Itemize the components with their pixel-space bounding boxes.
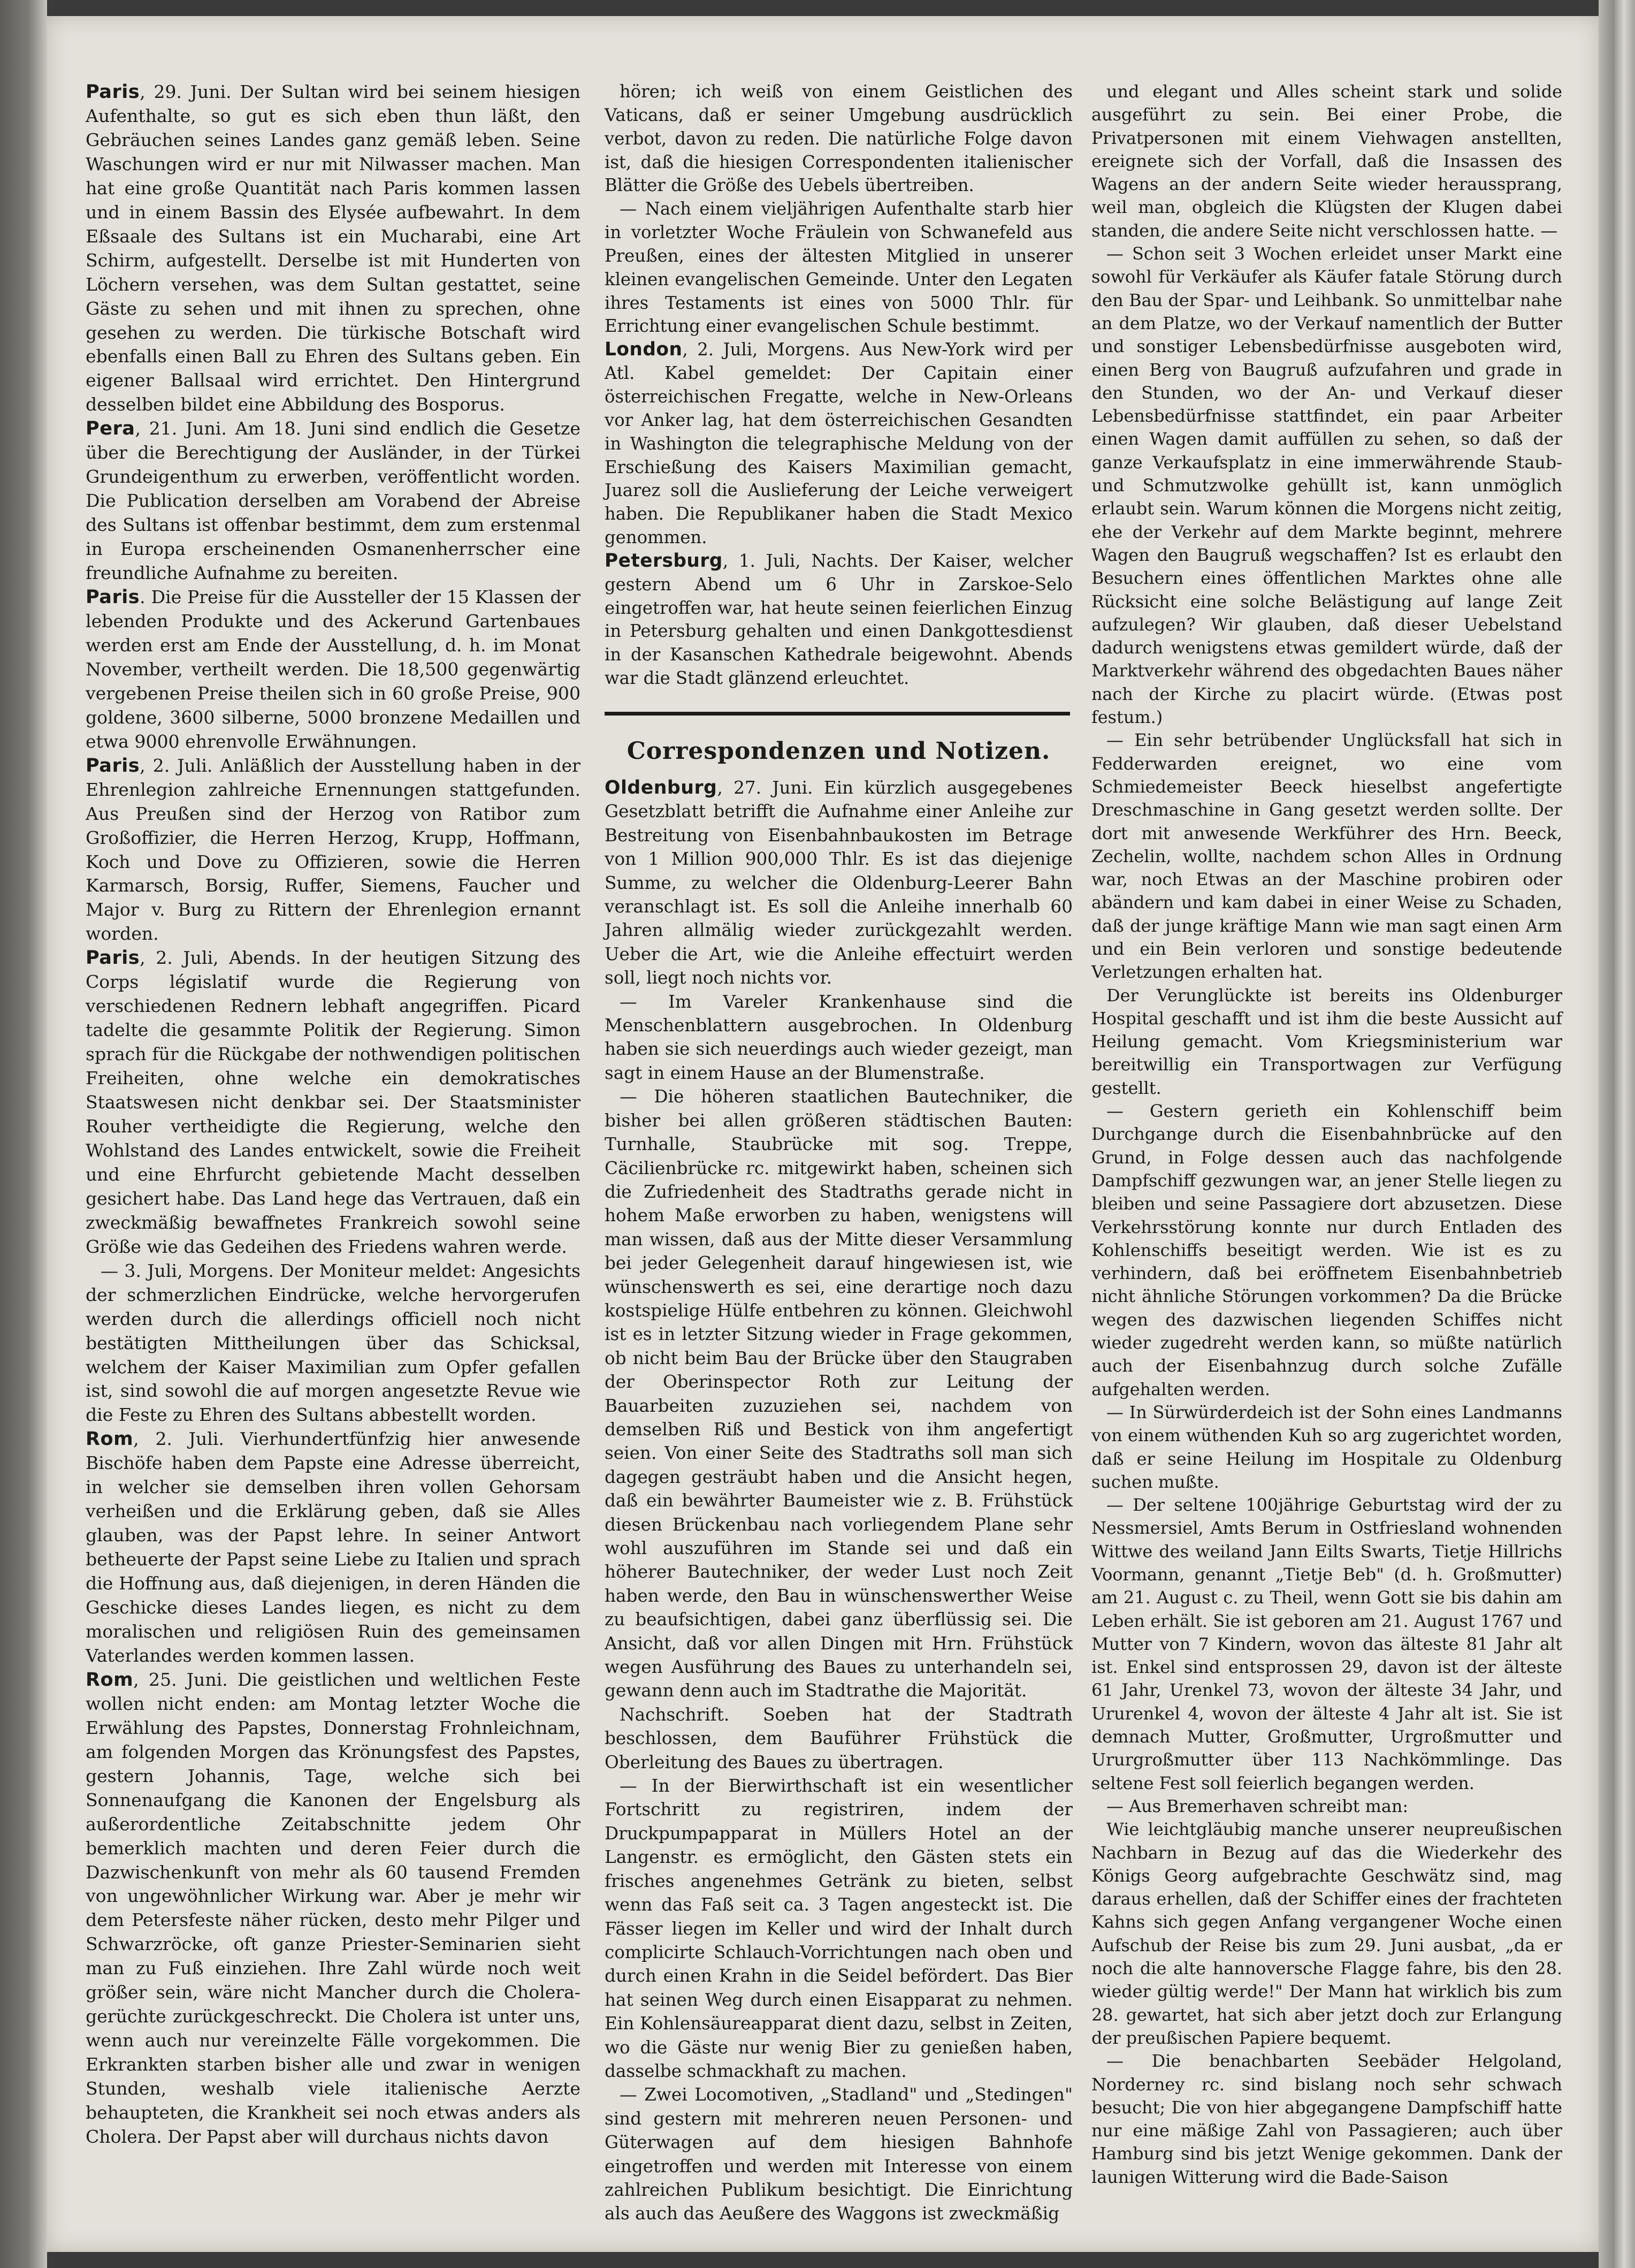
article-text: , 2. Juli, Abends. In der heutigen Sitzung des Corps législatif wurde die Regierung von verschiedenen Rednern lebhaft angegriffen. Picard tadelte die gesammte Politik der Regierung. Simon sprach für die Rückgabe der nothwendigen politischen Freiheiten, ohne welche ein demokratisches Staatswesen nicht denkbar sei. Der Staatsminister Rouher vertheidigte die Regierung, welche den Wohlstand des Landes entwickelt, sowie die Freiheit und eine Ehrfurcht gebietende Macht desselben gesichert habe. Das Land hege das Vertrauen, daß ein zweckmäßig bewaffnetes Frankreich sowohl seine Größe wie das Gedeihen des Friedens wahren werde. — [86, 947, 580, 1257]
article-text: — Zwei Locomotiven, „Stadland" und „Stedingen" sind gestern mit mehreren neuen Personen- und Güterwagen auf dem hiesigen Bahnhofe eingetroffen und werden mit Interesse von einem zahlreichen Publikum besichtigt. Die Einrichtung als auch das Aeußere des Waggons ist zweckmäßig — [605, 2084, 1073, 2224]
dateline-place: Pera — [86, 417, 135, 440]
article-paragraph — [1091, 1100, 1562, 1401]
article-text: — In der Bierwirthschaft ist ein wesentlicher Fortschritt zu registriren, indem der Druckpumpapparat in Müllers Hotel an der Langenstr. es ermöglicht, den Gästen stets ein frisches angenehmes Getränk zu bieten, selbst wenn das Faß seit ca. 3 Tagen angesteckt ist. Die Fässer liegen im Keller und wird der Inhalt durch complicirte Schlauch-Vorrichtungen nach oben und durch einen Krahn in die Seidel befördert. Das Bier hat seinen Weg durch einen Eisapparat zu nehmen. Ein Kohlensäureapparat dient dazu, selbst in Zeiten, wo die Gäste nur wenig Bier zu genießen haben, dasselbe schmackhaft zu machen. — [605, 1776, 1073, 2081]
dateline-place: London — [605, 339, 683, 361]
article-text: , 29. Juni. Der Sultan wird bei seinem hiesigen Aufenthalte, so gut es sich eben thun läßt, den Gebräuchen seines Landes ganz gemäß leben. Seine Waschungen wird er nur mit Nilwasser machen. Man hat eine große Quantität nach Paris kommen lassen und in einem Bassin des Elysée aufbewahrt. In dem Eßsaale des Sultans ist ein Mucharabi, eine Art Schirm, aufgestellt. Derselbe ist mit Hunderten von Löchern versehen, was dem Sultan gestattet, seine Gäste zu sehen und mit ihnen zu sprechen, ohne gesehen zu werden. Die türkische Botschaft wird ebenfalls einen Ball zu Ehren des Sultans geben. Ein eigener Ballsaal wird errichtet. Den Hintergrund desselben bildet eine Abbildung des Bosporus. — [86, 81, 580, 415]
dateline-place: Paris — [86, 81, 140, 103]
article-text: — Aus Bremerhaven schreibt man: — [1106, 1795, 1409, 1816]
dateline-place: Paris — [86, 586, 140, 608]
article-text: , 21. Juni. Am 18. Juni sind endlich die Gesetze über die Berechtigung der Ausländer, in der Türkei Grundeigenthum zu erwerben, veröffentlicht worden. Die Publication derselben am Vorabend der Abreise des Sultans ist offenbar bestimmt, dem zum erstenmal in Europa erscheinenden Osmanenherrscher eine freundliche Aufnahme zu bereiten. — [86, 418, 580, 584]
column-right — [1091, 80, 1562, 2189]
article-paragraph — [605, 1774, 1073, 2083]
dateline-place: Petersburg — [605, 550, 723, 572]
article-paragraph — [86, 1259, 580, 1428]
article-paragraph — [605, 197, 1073, 338]
article-paragraph — [605, 550, 1073, 690]
article-paragraph — [1091, 1401, 1562, 1494]
article-text: , 25. Juni. Die geistlichen und weltlichen Feste wollen nicht enden: am Montag letzter Woche die Erwählung des Papstes, Donnerstag Frohnleichnam, am folgenden Morgen das Krönungsfest des Papstes, gestern Johannis, Tage, welche sich bei Sonnenaufgang die Kanonen der Engelsburg als außerordentliche Zeitabschnitte jedem Ohr bemerklich machten und deren Feier durch die Dazwischenkunft von mehr als 60 tausend Fremden von ungewöhnlicher Wirkung war. Aber je mehr wir dem Petersfeste näher rücken, desto mehr Pilger und Schwarzröcke, oft ganze Priester-Seminarien sieht man zu Fuß einziehen. Ihre Zahl würde noch weit größer sein, wäre nicht Mancher durch die Cholera-gerüchte zurückgeschreckt. Die Cholera ist unter uns, wenn auch nur vereinzelte Fälle vorgekommen. Die Erkrankten starben bisher alle und zwar in wenigen Stunden, weshalb viele italienische Aerzte behaupteten, die Krankheit sei noch etwas anders als Cholera. Der Papst aber will durchaus nichts davon — [86, 1669, 580, 2148]
article-text: — Gestern gerieth ein Kohlenschiff beim Durchgange durch die Eisenbahnbrücke auf den Grund, in Folge dessen auch das nachfolgende Dampfschiff gezwungen war, an jener Stelle liegen zu bleiben und seine Passagiere dort abzusetzen. Diese Verkehrsstörung konnte nur durch Entladen des Kohlenschiffs beseitigt werden. Wie ist es zu verhindern, daß bei eröffnetem Eisenbahnbetrieb nicht ähnliche Störungen vorkommen? Da die Brücke wegen des dazwischen liegenden Schiffes nicht wieder zugedreht werden kann, so müßte natürlich auch der Eisenbahnzug durch solche Zufälle aufgehalten werden. — [1091, 1101, 1562, 1399]
column-middle-top — [605, 80, 1073, 690]
column-middle-bottom — [605, 776, 1073, 2226]
dateline-place: Rom — [86, 1428, 134, 1450]
article-paragraph — [86, 754, 580, 947]
article-paragraph — [86, 417, 580, 585]
article-paragraph — [1091, 242, 1562, 729]
article-paragraph — [605, 990, 1073, 1085]
article-text: — Die höheren staatlichen Bautechniker, die bisher bei allen größeren städtischen Bauten: Turnhalle, Staubrücke mit sog. Treppe, Cäcilienbrücke rc. mitgewirkt haben, scheinen sich die Zufriedenheit des Stadtraths gerade nicht in hohem Maße erworben zu haben, wenigstens will man wissen, daß aus der Mitte dieser Versammlung bei jeder Gelegenheit darauf hingewiesen ist, wie wünschenswerth es sei, eine derartige noch dazu kostspielige Hülfe entbehren zu können. Gleichwohl ist es in letzter Sitzung wieder in Frage gekommen, ob nicht beim Bau der Brücke über den Staugraben der Oberinspector Roth zur Leitung der Bauarbeiten zuzuziehen sei, nachdem von demselben Riß und Bestick von ihm angefertigt seien. Von einer Seite des Stadtraths soll man sich dagegen gesträubt haben und die Ansicht hegen, daß ein bewährter Baumeister wie z. B. Frühstück diesen Brückenbau nach vorliegendem Plane sehr wohl auszuführen im Stande sei und daß ein höherer Bautechniker, der weder Lust noch Zeit haben werde, den Bau in wünschenswerther Weise zu beaufsichtigen, dabei ganz überflüssig sei. Die Ansicht, daß vor allen Dingen mit Hrn. Frühstück wegen Ausführung des Baues zu unterhandeln sei, gewann denn auch im Stadtrathe die Majorität. — [605, 1086, 1073, 1701]
article-paragraph — [605, 80, 1073, 197]
article-paragraph — [86, 1668, 580, 2149]
dateline-place: Paris — [86, 754, 140, 777]
article-text: — Im Vareler Krankenhause sind die Menschenblattern ausgebrochen. In Oldenburg haben sie sich neuerdings auch wieder gezeigt, man sagt in einem Hause an der Blumenstraße. — [605, 991, 1073, 1083]
article-text: Wie leichtgläubig manche unserer neupreußischen Nachbarn in Bezug auf das die Wiederkehr des Königs Georg aufgebrachte Geschwätz sind, mag daraus erhellen, daß der Schiffer eines der frachteten Kahns sich gegen Anfang vergangener Woche einen Aufschub der Reise bis zum 29. Juni ausbat, „da er noch die alte hannoversche Flagge fahre, bis den 28. wieder gültig werde!" Der Mann hat wirklich bis zum 28. gewartet, hat sich aber jetzt doch zur Erlangung der preußischen Papiere bequemt. — [1091, 1819, 1562, 2048]
section-heading: Correspondenzen und Notizen. — [627, 737, 1051, 765]
article-paragraph — [86, 585, 580, 754]
article-text: — Schon seit 3 Wochen erleidet unser Markt eine sowohl für Verkäufer als Käufer fatale Störung durch den Bau der Spar- und Leihbank. So unmittelbar nahe an dem Platze, wo der Verkauf namentlich der Butter und sonstiger Lebensbedürfnisse ausgeboten wird, einen Berg von Baugruß aufzufahren und grade in den Stunden, wo der An- und Verkauf dieser Lebensbedürfnisse stattfindet, ein paar Arbeiter einen Wagen damit auffüllen zu sehen, so daß der ganze Verkaufsplatz in eine immerwährende Staub- und Schmutzwolke gehüllt ist, kann unmöglich erlaubt sein. Warum können die Morgens nicht zeitig, ehe der Verkehr auf dem Markte beginnt, mehrere Wagen den Baugruß wegschaffen? Ist es erlaubt den Besuchern eines öffentlichen Marktes ohne alle Rücksicht eine solche Belästigung auf lange Zeit aufzulegen? Wir glauben, daß dieser Uebelstand dadurch wenigstens etwas gemildert würde, daß der Marktverkehr während des obgedachten Baues näher nach der Kirche zu placirt würde. (Etwas post festum.) — [1091, 243, 1562, 728]
article-paragraph — [1091, 80, 1562, 242]
article-text: und elegant und Alles scheint stark und solide ausgeführt zu sein. Bei einer Probe, die Privatpersonen mit einem Viehwagen anstellten, ereignete sich der Vorfall, daß die Insassen des Wagens an der andern Seite wieder heraussprang, weil man, obgleich die Klügsten der Klugen dabei standen, die andere Seite nicht verschlossen hatte. — — [1091, 81, 1562, 241]
article-text: — Nach einem vieljährigen Aufenthalte starb hier in vorletzter Woche Fräulein von Schwanefeld aus Preußen, eines der ältesten Mitglied in unserer kleinen evangelischen Gemeinde. Unter den Legaten ihres Testaments ist eines von 5000 Thlr. für Errichtung einer evangelischen Schule bestimmt. — [605, 199, 1073, 337]
article-text: — Ein sehr betrübender Unglücksfall hat sich in Fedderwarden ereignet, wo eine vom Schmiedemeister Beeck hieselbst angefertigte Dreschmaschine in Gang gesetzt werden sollte. Der dort mit anwesende Werkführer des Hrn. Beeck, Zechelin, wollte, nachdem schon Alles in Ordnung war, noch Etwas an der Maschine probiren oder abändern und kam dabei in einer Weise zu Schaden, daß der junge kräftige Mann wie man sagt einen Arm und ein Bein verloren und sonstige bedeutende Verletzungen erhalten hat. — [1091, 730, 1562, 983]
scanner-left-margin — [0, 0, 47, 2268]
article-paragraph — [1091, 984, 1562, 1100]
article-paragraph — [86, 946, 580, 1259]
article-paragraph — [1091, 1818, 1562, 2050]
article-paragraph — [605, 1703, 1073, 1774]
article-paragraph — [605, 776, 1073, 990]
article-paragraph — [86, 80, 580, 417]
article-text: , 2. Juli. Vierhundertfünfzig hier anwesende Bischöfe haben dem Papste eine Adresse überreicht, in welcher sie demselben ihren vollen Gehorsam verheißen und die Erklärung geben, daß sie Alles glauben, was der Papst lehre. In seiner Antwort betheuerte der Papst seine Liebe zu Italien und sprach die Hoffnung aus, daß diejenigen, in deren Händen die Geschicke dieses Landes liegen, es nicht zu dem moralischen und religiösen Ruin des gemeinsamen Vaterlandes werden kommen lassen. — [86, 1428, 580, 1666]
article-text: . Die Preise für die Aussteller der 15 Klassen der lebenden Produkte und des Ackerund Gartenbaues werden erst am Ende der Ausstellung, d. h. im Monat November, vertheilt werden. Die 18,500 gegenwärtig vergebenen Preise theilen sich in 60 große Preise, 900 goldene, 3600 silberne, 5000 bronzene Medaillen und etwa 9000 ehrenvolle Erwähnungen. — [86, 587, 580, 752]
article-text: — 3. Juli, Morgens. Der Moniteur meldet: Angesichts der schmerzlichen Eindrücke, welche hervorgerufen werden durch die allerdings officiell noch nicht bestätigten Mittheilungen über das Schicksal, welchem der Kaiser Maximilian zum Opfer gefallen ist, sind sowohl die auf morgen angesetzte Revue wie die Feste zu Ehren des Sultans abbestellt worden. — [86, 1260, 580, 1426]
article-paragraph — [86, 1427, 580, 1668]
article-paragraph — [605, 1085, 1073, 1703]
article-paragraph — [605, 338, 1073, 550]
dateline-place: Oldenburg — [605, 777, 717, 798]
article-text: , 1. Juli, Nachts. Der Kaiser, welcher gestern Abend um 6 Uhr in Zarskoe-Selo eingetroffen war, hat heute seinen feierlichen Einzug in Petersburg gehalten und einen Dankgottesdienst in der Kasanschen Kathedrale beigewohnt. Abends war die Stadt glänzend erleuchtet. — [605, 550, 1073, 689]
article-text: , 2. Juli, Morgens. Aus New-York wird per Atl. Kabel gemeldet: Der Capitain einer österreichischen Fregatte, welche in New-Orleans vor Anker lag, hat dem österreichischen Gesandten in Washington die telegraphische Meldung von der Erschießung des Kaisers Maximilian gemacht, Juarez soll die Auslieferung der Leiche verweigert haben. Die Republikaner haben die Stadt Mexico genommen. — [605, 339, 1073, 548]
article-text: hören; ich weiß von einem Geistlichen des Vaticans, daß er seiner Umgebung ausdrücklich verbot, davon zu reden. Die natürliche Folge davon ist, daß die hiesigen Correspondenten italienischer Blätter die Größe des Uebels übertreiben. — [605, 81, 1073, 196]
article-text: — Der seltene 100jährige Geburtstag wird der zu Nessmersiel, Amts Berum in Ostfriesland wohnenden Wittwe des weiland Jann Eilts Swarts, Tietje Hillrichs Voormann, genannt „Tietje Beb" (d. h. Großmutter) am 21. August c. zu Theil, wenn Gott sie bis dahin am Leben erhält. Sie ist geboren am 21. August 1767 und Mutter von 7 Kindern, wovon das älteste 81 Jahr alt ist. Enkel sind entsprossen 29, davon ist der älteste 61 Jahr, Urenkel 73, wovon der älteste 34 Jahr, und Ururenkel 4, wovon der älteste 4 Jahr alt ist. Sie ist demnach Mutter, Großmutter, Urgroßmutter und Ururgroßmutter über 113 Nachkömmlinge. Das seltene Fest soll feierlich begangen werden. — [1091, 1495, 1562, 1793]
article-text: Der Verunglückte ist bereits ins Oldenburger Hospital geschafft und ist ihm die beste Aussicht auf Heilung gemacht. Vom Kriegsministerium war bereitwillig ein Transportwagen zur Verfügung gestellt. — [1091, 985, 1562, 1098]
dateline-place: Rom — [86, 1668, 134, 1691]
section-divider-rule — [605, 712, 1070, 716]
dateline-place: Paris — [86, 947, 140, 969]
article-paragraph — [1091, 729, 1562, 984]
article-text: , 27. Juni. Ein kürzlich ausgegebenes Gesetzblatt betrifft die Aufnahme einer Anleihe zur Bestreitung von Eisenbahnbaukosten im Betrage von 1 Million 900,000 Thlr. Es ist das diejenige Summe, zu welcher die Oldenburg-Leerer Bahn veranschlagt ist. Es soll die Anleihe innerhalb 60 Jahren allmälig wieder zurückgezahlt werden. Ueber die Art, wie die Anleihe effectuirt werden soll, liegt noch nichts vor. — [605, 778, 1073, 988]
page-fold-edge — [1599, 0, 1635, 2268]
article-paragraph — [1091, 1494, 1562, 1795]
article-paragraph — [1091, 1795, 1562, 1818]
article-text: — In Sürwürderdeich ist der Sohn eines Landmanns von einem wüthenden Kuh so arg zugerichtet worden, daß er seine Heilung im Hospitale zu Oldenburg suchen mußte. — [1091, 1402, 1562, 1492]
article-paragraph — [1091, 2050, 1562, 2189]
article-paragraph — [605, 2083, 1073, 2225]
article-text: Nachschrift. Soeben hat der Stadtrath beschlossen, dem Bauführer Frühstück die Oberleitung des Baues zu übertragen. — [605, 1704, 1073, 1772]
column-left — [86, 80, 580, 2149]
article-text: — Die benachbarten Seebäder Helgoland, Norderney rc. sind bislang noch sehr schwach besucht; Die von hier abgegangene Dampfschiff hatte nur eine mäßige Zahl von Passagieren; auch über Hamburg sind bis jetzt Wenige gekommen. Dank der launigen Witterung wird die Bade-Saison — [1091, 2051, 1562, 2187]
article-text: , 2. Juli. Anläßlich der Ausstellung haben in der Ehrenlegion zahlreiche Ernennungen stattgefunden. Aus Preußen sind der Herzog von Ratibor zum Großoffizier, die Herren Herzog, Krupp, Hoffmann, Koch und Dove zu Offizieren, sowie die Herren Karmarsch, Borsig, Ruffer, Siemens, Faucher und Major v. Burg zu Rittern der Ehrenlegion ernannt worden. — [86, 755, 580, 945]
